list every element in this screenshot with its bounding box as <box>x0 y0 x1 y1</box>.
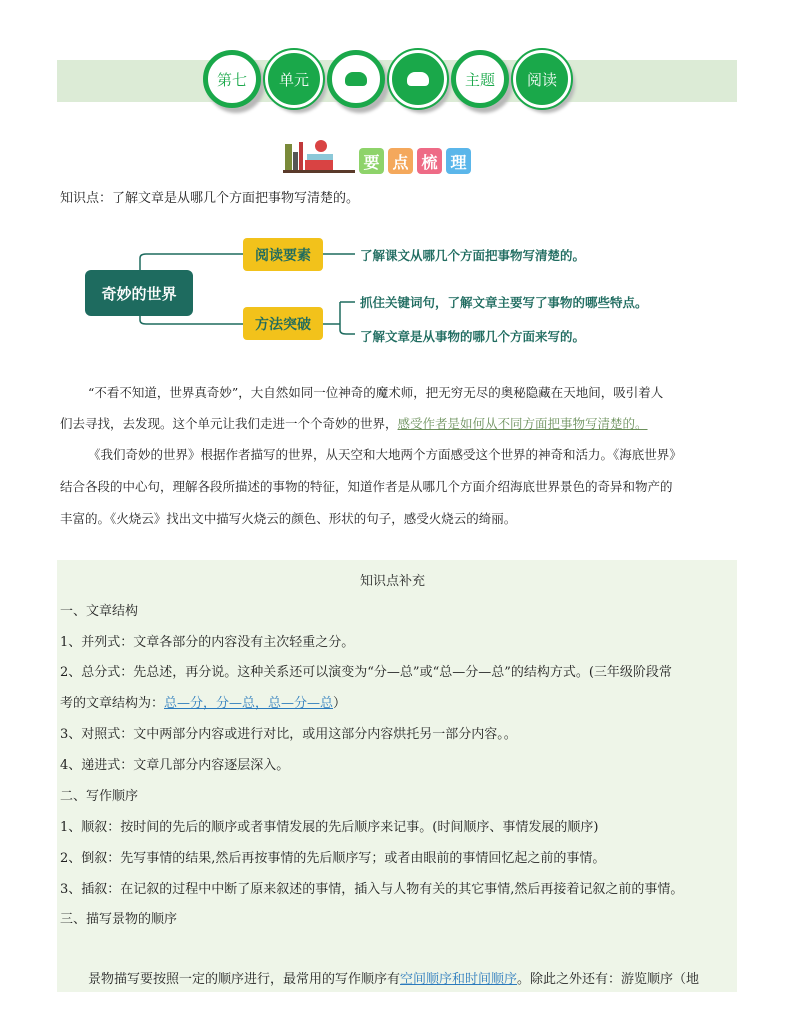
mindmap-center: 奇妙的世界 <box>85 270 193 316</box>
section-heading: 一、文章结构 <box>60 604 139 619</box>
supplement-line: 3、对照式：文中两部分内容或进行对比，或用这部分内容烘托另一部分内容。。 <box>60 727 517 742</box>
supplement-line <box>60 692 346 711</box>
order-link[interactable]: 空间顺序和时间顺序 <box>400 972 518 987</box>
title-tile: 梳 <box>417 148 442 174</box>
mindmap-branch: 阅读要素 <box>243 238 323 271</box>
supplement-text: ） <box>333 696 347 711</box>
intro-paragraph <box>60 414 648 432</box>
mindmap-item: 了解课文从哪几个方面把事物写清楚的。 <box>360 248 586 263</box>
supplement-line: 2、倒叙：先写事情的结果,然后再按事情的先后顺序写；或者由眼前的事情回忆起之前的事情。 <box>60 851 606 866</box>
mindmap-item: 抓住关键词句，了解文章主要写了事物的哪些特点。 <box>360 295 648 310</box>
header-circle: 第七 <box>203 50 261 108</box>
supplement-line: 2、总分式：先总述，再分说。这种关系还可以演变为“分—总”或“总—分—总”的结构方式。(三年级阶段常 <box>60 665 672 680</box>
title-tile: 点 <box>388 148 413 174</box>
intro-paragraph: “不看不知道，世界真奇妙”，大自然如同一位神奇的魔术师，把无穷无尽的奥秘隐藏在天地间，吸引着人 <box>88 385 664 400</box>
intro-highlight: 感受作者是如何从不同方面把事物写清楚的。 <box>397 416 648 431</box>
supplement-line: 1、并列式：文章各部分的内容没有主次轻重之分。 <box>60 635 355 650</box>
intro-paragraph: 丰富的。《火烧云》找出文中描写火烧云的颜色、形状的句子，感受火烧云的绮丽。 <box>60 511 517 526</box>
mindmap-branch: 方法突破 <box>243 307 323 340</box>
title-tile: 理 <box>446 148 471 174</box>
knowledge-point: 知识点：了解文章是从哪几个方面把事物写清楚的。 <box>60 191 360 206</box>
supplement-text: 。除此之外还有：游览顺序（地 <box>517 972 700 987</box>
supplement-title: 知识点补充 <box>359 574 425 589</box>
title-tile: 要 <box>359 148 384 174</box>
intro-paragraph: 《我们奇妙的世界》根据作者描写的世界，从天空和大地两个方面感受这个世界的神奇和活力。《海底世界》 <box>88 447 682 462</box>
supplement-line: 3、插叙：在记叙的过程中中断了原来叙述的事情，插入与人物有关的其它事情,然后再接着记叙之前的事情。 <box>60 882 684 897</box>
supplement-line: 4、递进式：文章几部分内容逐层深入。 <box>60 758 290 773</box>
header-circle: 单元 <box>265 50 323 108</box>
supplement-text: 考的文章结构为： <box>60 696 165 711</box>
section-heading: 二、写作顺序 <box>60 789 139 804</box>
supplement-text: 景物描写要按照一定的顺序进行，最常用的写作顺序有 <box>88 972 401 987</box>
intro-paragraph: 结合各段的中心句，理解各段所描述的事物的特征，知道作者是从哪几个方面介绍海底世界景色的奇异和物产的 <box>60 479 673 494</box>
supplement-line <box>88 968 699 987</box>
header-circle: 阅读 <box>513 50 571 108</box>
supplement-line: 1、顺叙：按时间的先后的顺序或者事情发展的先后顺序来记事。(时间顺序、事情发展的顺序) <box>60 820 599 835</box>
header-circle: 主题 <box>451 50 509 108</box>
mindmap-item: 了解文章是从事物的哪几个方面来写的。 <box>360 329 586 344</box>
structure-link[interactable]: 总—分，分—总，总—分—总 <box>164 696 334 711</box>
supplement-box <box>57 560 737 992</box>
intro-text: 们去寻找，去发现。这个单元让我们走进一个个奇妙的世界， <box>60 416 398 431</box>
section-heading: 三、描写景物的顺序 <box>60 912 178 927</box>
